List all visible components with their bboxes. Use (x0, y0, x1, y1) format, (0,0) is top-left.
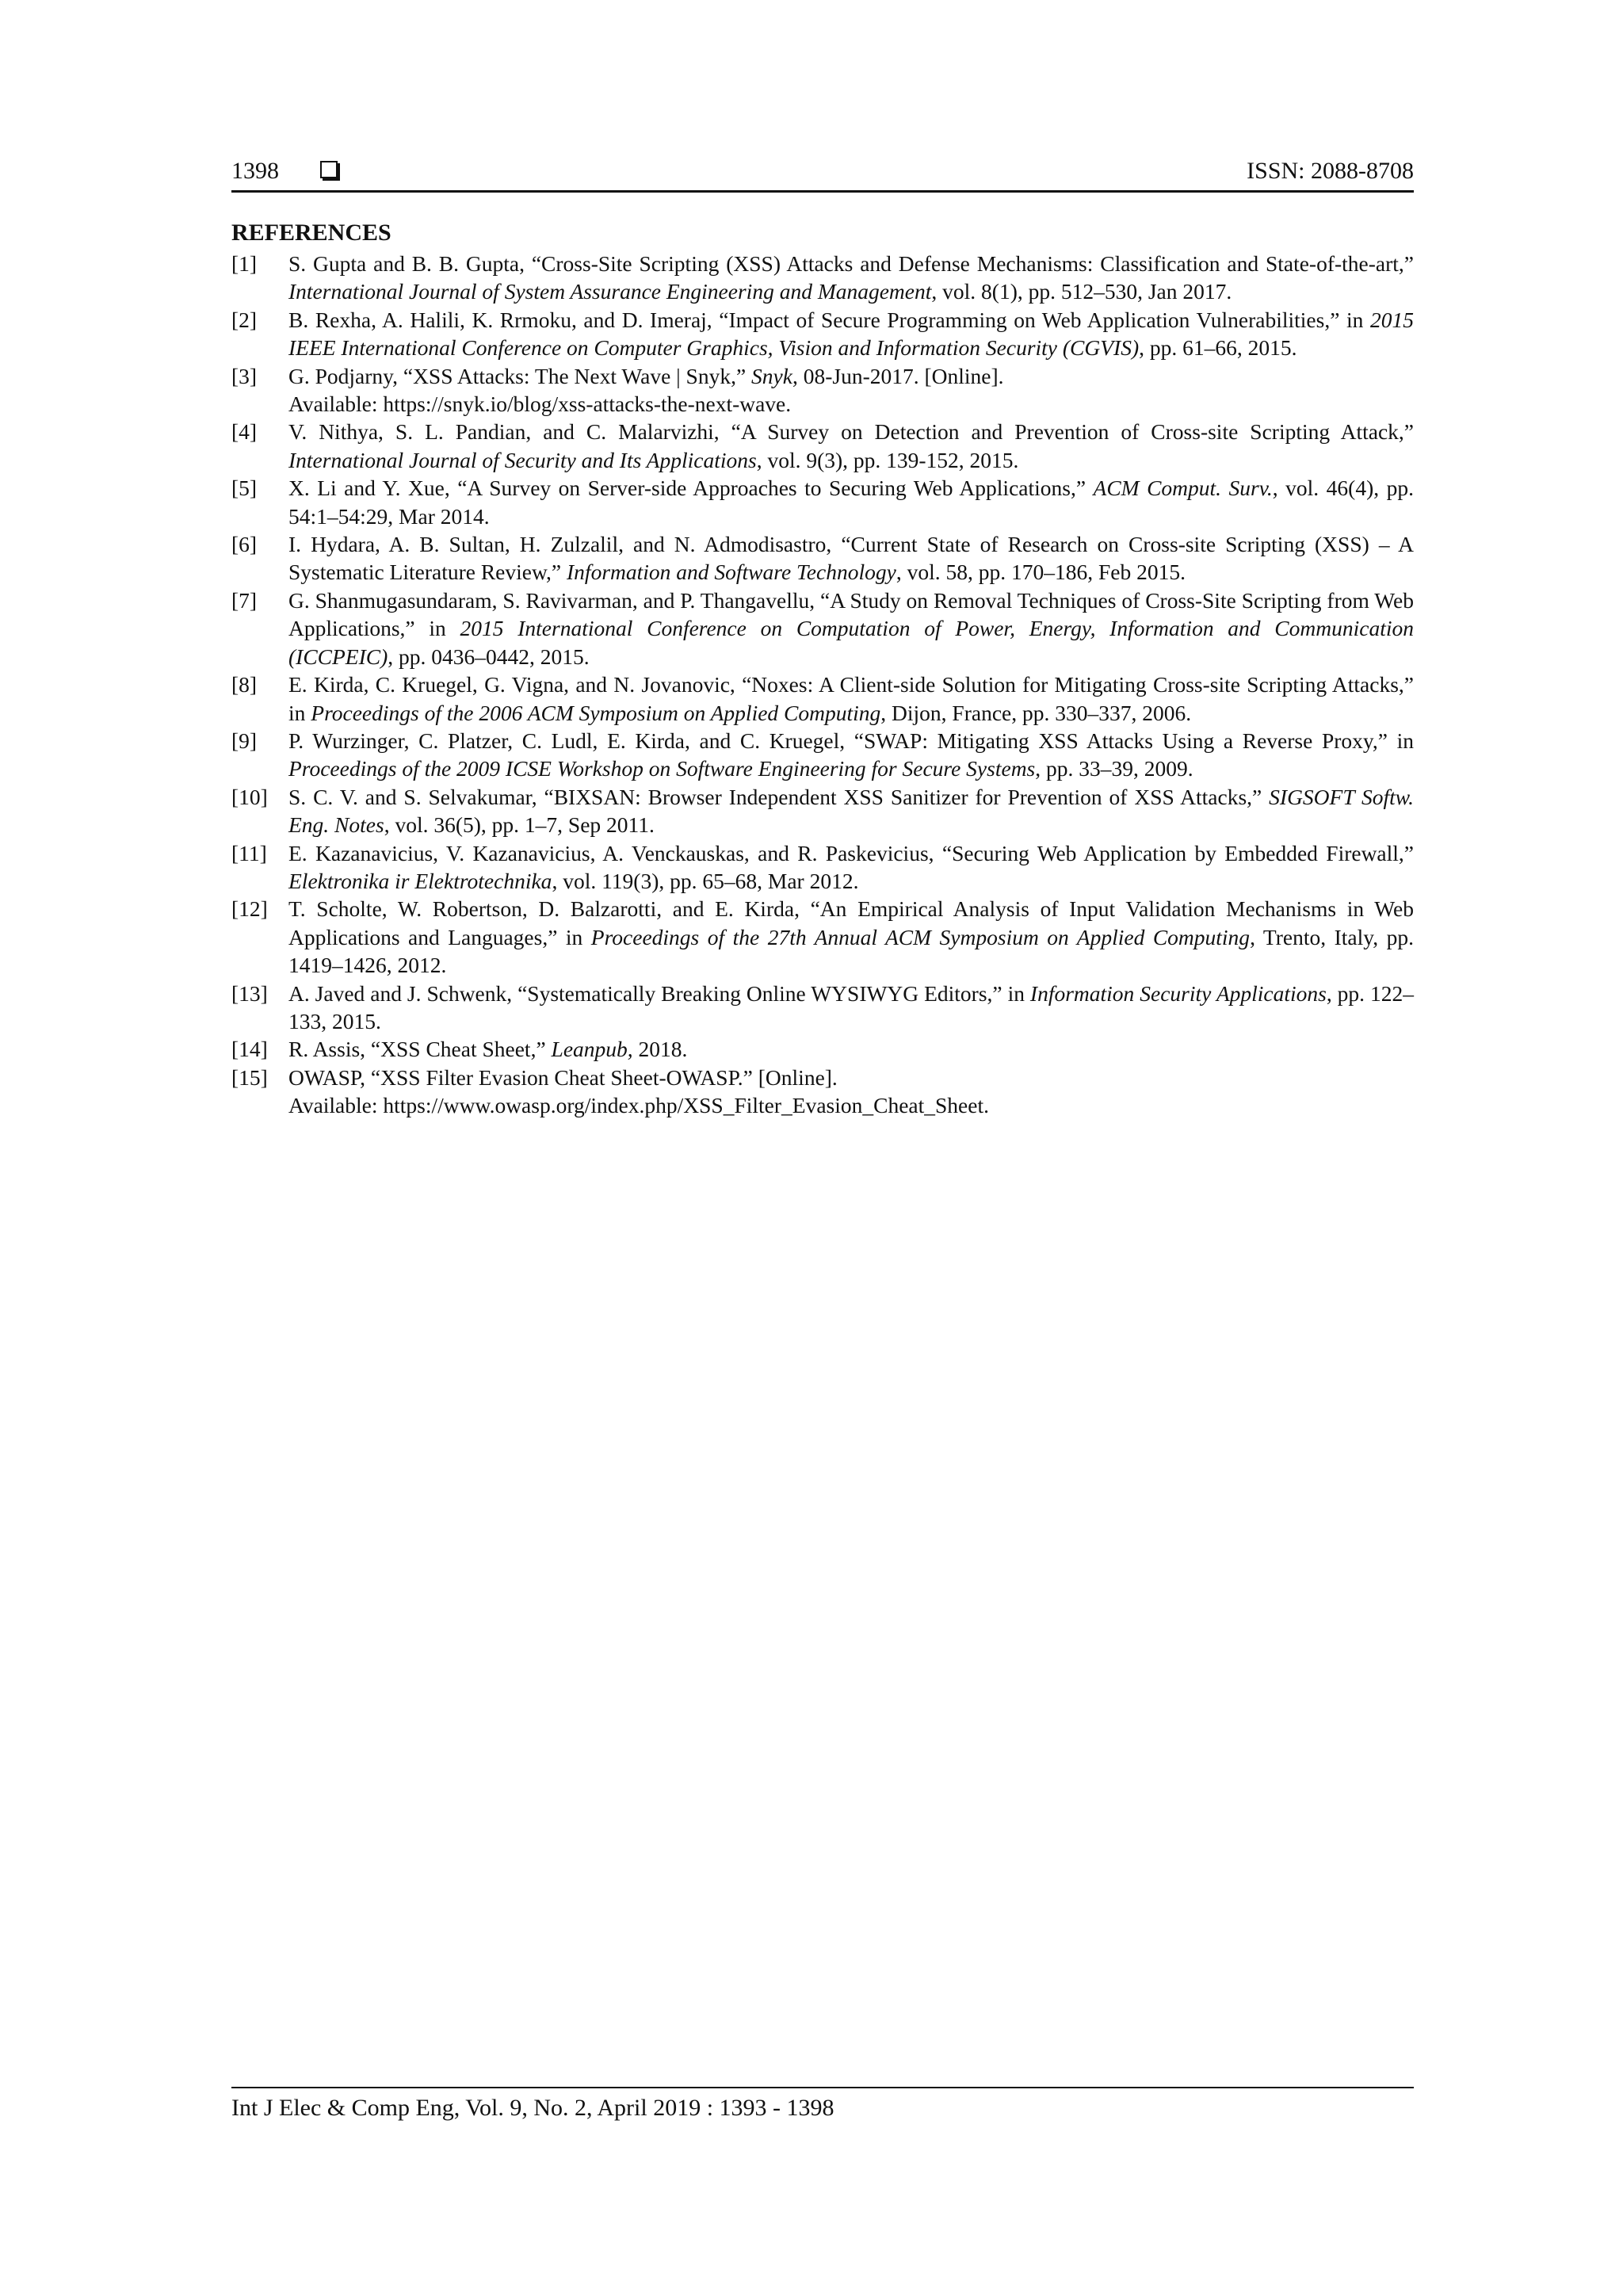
reference-venue: Proceedings of the 2009 ICSE Workshop on Software Engineering for Secure Systems (288, 756, 1036, 781)
reference-venue: 2015 IEEE International Conference on Computer Graphics, Vision and Information Security (CGVIS) (288, 307, 1414, 361)
reference-item (231, 1064, 1414, 1120)
reference-segment: I. Hydara, A. B. Sultan, H. Zulzalil, and N. Admodisastro, “Current State of Research on Cross-site Scripting (XSS) – A Systematic Literature Review,” (288, 532, 1414, 585)
reference-segment: T. Scholte, W. Robertson, D. Balzarotti, and E. Kirda, “An Empirical Analysis of Input Validation Mechanisms in Web Applications and Languages,” in (288, 896, 1414, 949)
reference-segment: OWASP, “XSS Filter Evasion Cheat Sheet-OWASP.” [Online]. (288, 1064, 838, 1090)
reference-item (231, 727, 1414, 783)
reference-segment: , vol. 8(1), pp. 512–530, Jan 2017. (931, 279, 1232, 304)
reference-text (288, 474, 1414, 530)
reference-segment: E. Kirda, C. Kruegel, G. Vigna, and N. Jovanovic, “Noxes: A Client-side Solution for Mitigating Cross-site Scripting Attacks,” in (288, 672, 1414, 725)
reference-segment: X. Li and Y. Xue, “A Survey on Server-side Approaches to Securing Web Applications,” (288, 476, 1094, 501)
reference-segment: , Trento, Italy, pp. 1419–1426, 2012. (288, 924, 1414, 978)
reference-venue: 2015 International Conference on Computation of Power, Energy, Information and Communication (ICCPEIC) (288, 616, 1414, 669)
reference-segment: S. Gupta and B. B. Gupta, “Cross-Site Scripting (XSS) Attacks and Defense Mechanisms: Classification and State-of-the-art,” (288, 251, 1414, 276)
reference-venue: Information and Software Technology (567, 560, 896, 585)
reference-text (288, 1035, 1414, 1063)
reference-text (288, 1064, 1414, 1120)
reference-text (288, 250, 1414, 306)
reference-label: [10] (231, 784, 268, 809)
reference-text (288, 980, 1414, 1036)
reference-label: [2] (231, 307, 258, 332)
reference-text (288, 895, 1414, 979)
reference-label: [7] (231, 587, 258, 613)
reference-label: [9] (231, 728, 258, 753)
reference-text (288, 530, 1414, 586)
reference-label: [3] (231, 363, 258, 388)
page-header (231, 155, 1414, 187)
reference-item (231, 362, 1414, 418)
reference-label: [4] (231, 419, 258, 445)
issn: ISSN: 2088-8708 (1247, 158, 1414, 184)
reference-venue: Snyk (751, 363, 792, 388)
reference-segment: Available: https://snyk.io/blog/xss-attacks-the-next-wave. (288, 392, 792, 417)
reference-item (231, 586, 1414, 670)
reference-segment: E. Kazanavicius, V. Kazanavicius, A. Venckauskas, and R. Paskevicius, “Securing Web Application by Embedded Firewall,” (288, 840, 1414, 865)
reference-segment: , vol. 9(3), pp. 139-152, 2015. (756, 447, 1019, 472)
reference-label: [6] (231, 532, 258, 557)
reference-segment: S. C. V. and S. Selvakumar, “BIXSAN: Browser Independent XSS Sanitizer for Prevention of XSS Attacks,” (288, 784, 1270, 809)
reference-segment: G. Shanmugasundaram, S. Ravivarman, and P. Thangavellu, “A Study on Removal Techniques of Cross-Site Scripting from Web Applications,” in (288, 587, 1414, 641)
reference-venue: Proceedings of the 2006 ACM Symposium on Applied Computing (311, 700, 881, 725)
reference-text (288, 783, 1414, 839)
reference-segment: , pp. 0436–0442, 2015. (388, 644, 590, 669)
reference-text (288, 727, 1414, 783)
reference-label: [15] (231, 1064, 268, 1090)
reference-segment: , vol. 119(3), pp. 65–68, Mar 2012. (552, 868, 859, 893)
reference-venue: SIGSOFT Softw. Eng. Notes (288, 784, 1414, 838)
reference-segment: R. Assis, “XSS Cheat Sheet,” (288, 1037, 552, 1062)
reference-item (231, 306, 1414, 362)
page-number: 1398 (231, 158, 279, 184)
reference-text (288, 418, 1414, 474)
reference-venue: ACM Comput. Surv. (1093, 476, 1273, 501)
reference-text (288, 306, 1414, 362)
reference-item (231, 783, 1414, 839)
reference-item (231, 418, 1414, 474)
reference-label: [13] (231, 980, 268, 1006)
references-heading: REFERENCES (231, 220, 391, 246)
reference-segment: B. Rexha, A. Halili, K. Rrmoku, and D. Imeraj, “Impact of Secure Programming on Web Application Vulnerabilities,” in (288, 307, 1370, 332)
footer-rule (231, 2087, 1414, 2088)
reference-label: [1] (231, 251, 258, 276)
reference-venue: Elektronika ir Elektrotechnika (288, 868, 552, 893)
header-rule (231, 190, 1414, 193)
reference-text (288, 670, 1414, 727)
reference-text (288, 362, 1414, 418)
reference-segment: , Dijon, France, pp. 330–337, 2006. (880, 700, 1192, 725)
reference-text (288, 839, 1414, 896)
reference-text (288, 586, 1414, 670)
reference-venue: Leanpub, (551, 1037, 633, 1062)
reference-segment: G. Podjarny, “XSS Attacks: The Next Wave | Snyk,” (288, 363, 752, 388)
reference-list (231, 250, 1414, 1120)
reference-segment: , pp. 33–39, 2009. (1035, 756, 1193, 781)
reference-label: [8] (231, 672, 258, 697)
reference-item (231, 980, 1414, 1036)
reference-venue: International Journal of Security and Its Applications (288, 447, 757, 472)
reference-venue: Proceedings of the 27th Annual ACM Symposium on Applied Computing (590, 924, 1251, 949)
reference-item (231, 895, 1414, 979)
reference-venue: Information Security Applications (1029, 980, 1327, 1006)
reference-item (231, 474, 1414, 530)
reference-segment: , vol. 36(5), pp. 1–7, Sep 2011. (384, 812, 655, 838)
reference-segment: V. Nithya, S. L. Pandian, and C. Malarvizhi, “A Survey on Detection and Prevention of Cross-site Scripting Attack,” (288, 419, 1414, 445)
reference-segment: Available: https://www.owasp.org/index.php/XSS_Filter_Evasion_Cheat_Sheet. (288, 1093, 989, 1118)
reference-venue: International Journal of System Assurance Engineering and Management (288, 279, 932, 304)
reference-item (231, 839, 1414, 896)
reference-label: [14] (231, 1037, 268, 1062)
reference-segment: , pp. 122–133, 2015. (288, 980, 1414, 1033)
reference-segment: , pp. 61–66, 2015. (1139, 335, 1297, 361)
reference-item (231, 250, 1414, 306)
square-box-icon (320, 161, 338, 178)
reference-label: [11] (231, 840, 267, 865)
reference-item (231, 1035, 1414, 1063)
reference-item (231, 530, 1414, 586)
reference-segment: P. Wurzinger, C. Platzer, C. Ludl, E. Kirda, and C. Kruegel, “SWAP: Mitigating XSS Attacks Using a Reverse Proxy,” in (288, 728, 1414, 753)
reference-item (231, 670, 1414, 727)
reference-segment: 2018. (632, 1037, 688, 1062)
reference-segment: , vol. 46(4), pp. 54:1–54:29, Mar 2014. (288, 476, 1414, 529)
footer-citation: Int J Elec & Comp Eng, Vol. 9, No. 2, April 2019 : 1393 - 1398 (231, 2095, 834, 2121)
reference-segment: , 08-Jun-2017. [Online]. (792, 363, 1004, 388)
reference-segment: , vol. 58, pp. 170–186, Feb 2015. (896, 560, 1186, 585)
reference-label: [5] (231, 476, 258, 501)
reference-label: [12] (231, 896, 268, 922)
reference-segment: A. Javed and J. Schwenk, “Systematically Breaking Online WYSIWYG Editors,” in (288, 980, 1030, 1006)
